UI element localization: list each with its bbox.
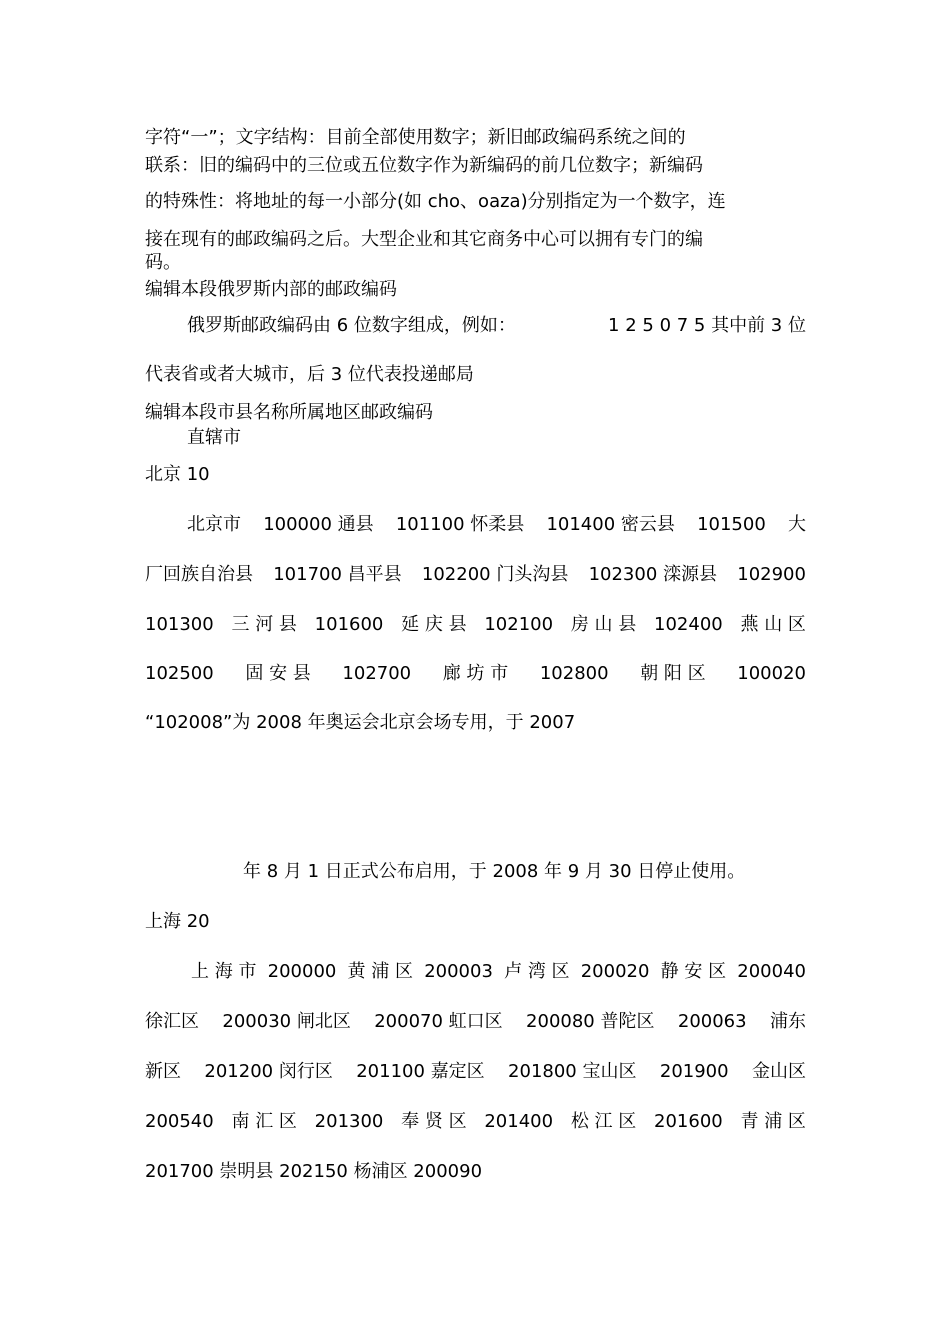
shanghai-last-line: 201700 崇明县 202150 杨浦区 200090: [145, 1161, 483, 1182]
beijing-row-2: [145, 563, 806, 587]
beijing-cell: 固 安 县: [245, 663, 311, 684]
beijing-cell: 厂回族自治县: [145, 564, 253, 585]
russia-line-1-right: 1 2 5 0 7 5 其中前 3 位: [608, 315, 806, 336]
shanghai-cell: 200070 虹口区: [374, 1011, 503, 1032]
shanghai-cell: 静 安 区: [660, 961, 727, 982]
russia-heading: 编辑本段俄罗斯内部的邮政编码: [145, 279, 397, 300]
intro-text: 联系：旧的编码中的三位或五位数字作为新编码的前几位数字；新编码: [145, 155, 703, 176]
beijing-cell: 102100: [484, 614, 554, 635]
beijing-cell: 101500: [697, 514, 766, 535]
shanghai-cell: 浦东: [769, 1011, 806, 1032]
intro-line-4: [145, 228, 806, 252]
shanghai-cell: 徐汇区: [145, 1011, 199, 1032]
beijing-cell: 102300 滦源县: [588, 564, 718, 585]
cities-heading: 编辑本段市县名称所属地区邮政编码: [145, 402, 433, 423]
beijing-row-4: [145, 662, 806, 686]
intro-line-2: [145, 154, 806, 178]
shanghai-cell: 200003: [424, 961, 493, 982]
shanghai-row-1: [191, 960, 806, 984]
beijing-cell: 100020: [737, 663, 806, 684]
shanghai-cell: 奉 贤 区: [401, 1111, 467, 1132]
beijing-cell: 北京市: [187, 514, 241, 535]
beijing-cell: 延 庆 县: [401, 614, 467, 635]
olympic-note-line-1: “102008”为 2008 年奥运会北京会场专用，于 2007: [145, 712, 576, 733]
beijing-cell: 三 河 县: [231, 614, 297, 635]
russia-line-2: 代表省或者大城市，后 3 位代表投递邮局: [145, 364, 474, 385]
shanghai-cell: 200040: [737, 961, 806, 982]
beijing-cell: 廊 坊 市: [442, 663, 509, 684]
russia-line-1-left: 俄罗斯邮政编码由 6 位数字组成，例如：: [187, 315, 516, 336]
intro-line-3: [145, 190, 806, 214]
shanghai-cell: 上 海 市: [191, 961, 257, 982]
intro-text: 字符“一”；文字结构：目前全部使用数字；新旧邮政编码系统之间的: [145, 127, 686, 148]
beijing-cell: 102400: [654, 614, 723, 635]
beijing-cell: 102200 门头沟县: [421, 564, 569, 585]
beijing-cell: 朝 阳 区: [640, 663, 706, 684]
shanghai-cell: 200063: [677, 1011, 747, 1032]
shanghai-cell: 201400: [484, 1111, 554, 1132]
shanghai-row-4: [145, 1110, 806, 1134]
beijing-row-1: [187, 513, 806, 537]
shanghai-cell: 201200 闵行区: [204, 1061, 333, 1082]
beijing-cell: 101700 昌平县: [273, 564, 402, 585]
shanghai-row-2: [145, 1010, 806, 1034]
beijing-title: 北京 10: [145, 464, 210, 485]
beijing-cell: 102500: [145, 663, 214, 684]
shanghai-cell: 南 汇 区: [231, 1111, 297, 1132]
shanghai-cell: 新区: [145, 1061, 181, 1082]
shanghai-cell: 200080 普陀区: [526, 1011, 655, 1032]
intro-line-5: [145, 251, 806, 275]
municipalities-subheading: 直辖市: [187, 427, 241, 448]
shanghai-cell: 200020: [580, 961, 650, 982]
intro-text: 的特殊性：将地址的每一小部分(如 cho、oaza)分别指定为一个数字，连: [145, 191, 726, 212]
beijing-cell: 101600: [314, 614, 384, 635]
intro-text: 码。: [145, 252, 181, 273]
beijing-cell: 102800: [539, 663, 609, 684]
intro-text: 接在现有的邮政编码之后。大型企业和其它商务中心可以拥有专门的编: [145, 229, 703, 250]
russia-line-1: [187, 314, 806, 338]
beijing-cell: 101300: [145, 614, 214, 635]
olympic-note-line-2: 年 8 月 1 日正式公布启用，于 2008 年 9 月 30 日停止使用。: [243, 861, 746, 882]
shanghai-cell: 201300: [314, 1111, 384, 1132]
shanghai-cell: 201800 宝山区: [508, 1061, 637, 1082]
beijing-cell: 100000 通县: [263, 514, 374, 535]
beijing-cell: 房 山 县: [570, 614, 637, 635]
shanghai-cell: 201100 嘉定区: [356, 1061, 485, 1082]
beijing-cell: 102700: [342, 663, 412, 684]
beijing-cell: 101100 怀柔县: [395, 514, 525, 535]
shanghai-cell: 黄 浦 区: [347, 961, 413, 982]
shanghai-title: 上海 20: [145, 911, 210, 932]
beijing-cell: 大: [787, 514, 806, 535]
beijing-cell: 101400 密云县: [546, 514, 675, 535]
shanghai-cell: 200000: [267, 961, 337, 982]
beijing-row-3: [145, 613, 806, 637]
shanghai-cell: 松 江 区: [570, 1111, 637, 1132]
shanghai-row-3: [145, 1060, 806, 1084]
shanghai-cell: 青 浦 区: [740, 1111, 806, 1132]
shanghai-cell: 金山区: [751, 1061, 806, 1082]
beijing-cell: 102900: [737, 564, 806, 585]
intro-line-1: [145, 126, 806, 150]
shanghai-cell: 200540: [145, 1111, 214, 1132]
shanghai-cell: 201600: [654, 1111, 723, 1132]
shanghai-cell: 201900: [659, 1061, 729, 1082]
shanghai-cell: 卢 湾 区: [504, 961, 570, 982]
beijing-cell: 燕 山 区: [740, 614, 806, 635]
shanghai-cell: 200030 闸北区: [222, 1011, 351, 1032]
